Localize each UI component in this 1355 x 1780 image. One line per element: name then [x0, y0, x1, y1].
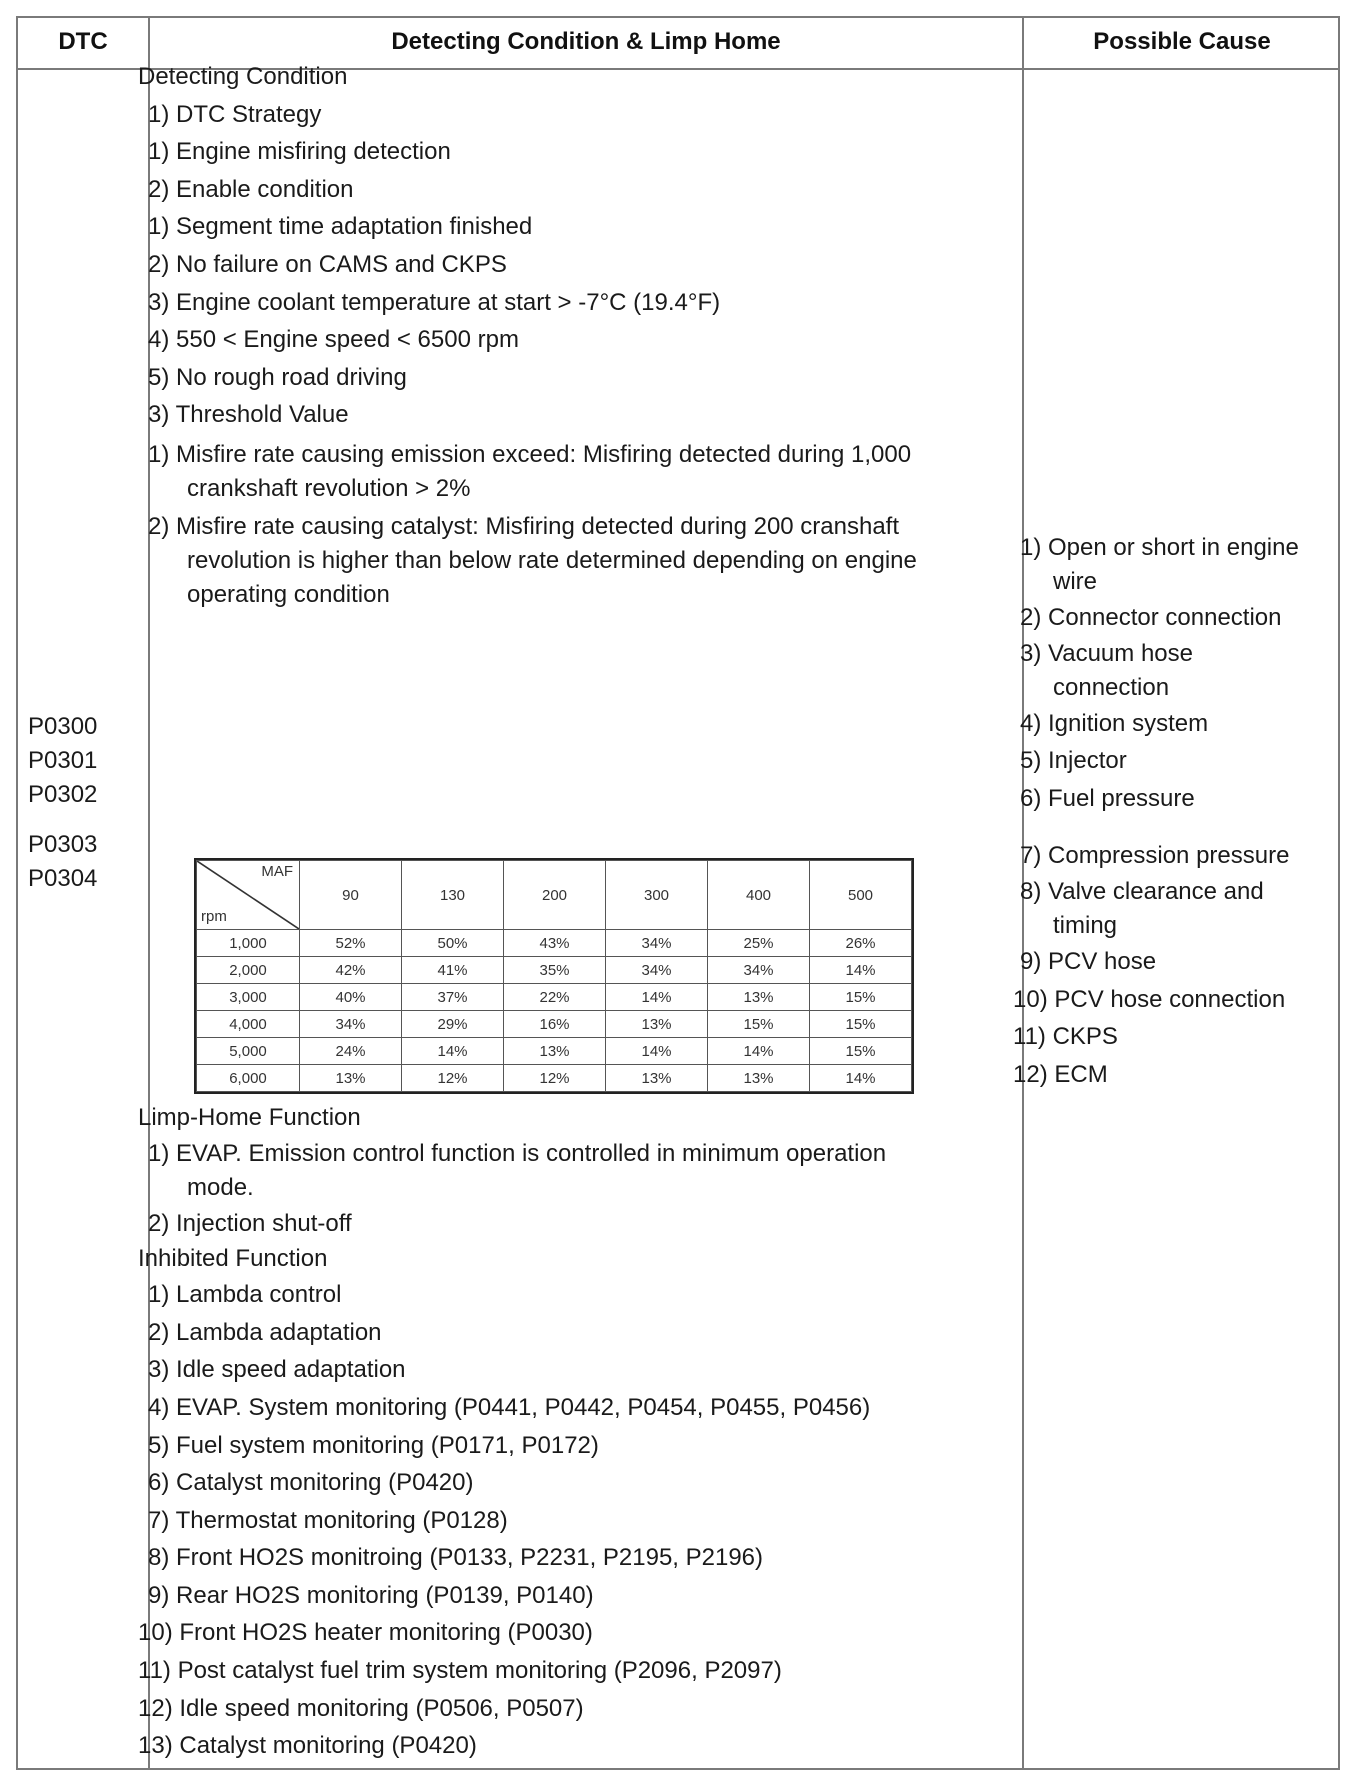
possible-cause-section	[1013, 531, 1325, 1093]
cause-item-continuation: timing	[1053, 911, 1118, 939]
rate-cell: 15%	[708, 1011, 810, 1038]
rate-cell: 34%	[300, 1011, 402, 1038]
rate-cell: 35%	[504, 957, 606, 984]
table-row	[197, 1038, 912, 1065]
dtc-code-list	[28, 710, 97, 896]
cause-item-continuation: connection	[1053, 673, 1170, 701]
cause-item: 6) Fuel pressure	[1020, 784, 1195, 812]
cause-item: 10) PCV hose connection	[1013, 985, 1286, 1013]
rate-cell: 13%	[708, 1065, 810, 1092]
list-item: 2) Lambda adaptation	[148, 1318, 382, 1346]
rpm-cell: 6,000	[197, 1065, 300, 1092]
rpm-cell: 5,000	[197, 1038, 300, 1065]
list-item: 13) Catalyst monitoring (P0420)	[138, 1732, 477, 1760]
list-item: 2) Injection shut-off	[148, 1209, 352, 1237]
list-item: 4) 550 < Engine speed < 6500 rpm	[148, 326, 519, 354]
rate-cell: 26%	[810, 930, 912, 957]
cause-item: 3) Vacuum hose	[1020, 639, 1193, 667]
header-detecting-condition: Detecting Condition & Limp Home	[391, 28, 781, 55]
list-item: 3) Engine coolant temperature at start > -7°C (19.4°F)	[148, 288, 721, 316]
cause-item: 1) Open or short in engine	[1020, 534, 1299, 561]
rate-cell: 14%	[810, 957, 912, 984]
rate-cell: 13%	[504, 1038, 606, 1065]
rpm-cell: 4,000	[197, 1011, 300, 1038]
rate-cell: 15%	[810, 1011, 912, 1038]
cause-item: 12) ECM	[1013, 1060, 1108, 1088]
list-item: 12) Idle speed monitoring (P0506, P0507)	[138, 1694, 584, 1722]
list-item: 8) Front HO2S monitroing (P0133, P2231, P2195, P2196)	[148, 1544, 764, 1572]
cause-item: 9) PCV hose	[1020, 947, 1157, 975]
section-title: Detecting Condition	[138, 63, 348, 90]
rpm-cell: 3,000	[197, 984, 300, 1011]
rate-cell: 40%	[300, 984, 402, 1011]
list-item: 6) Catalyst monitoring (P0420)	[148, 1469, 474, 1497]
list-item: 9) Rear HO2S monitoring (P0139, P0140)	[148, 1581, 594, 1609]
rate-cell: 14%	[402, 1038, 504, 1065]
cause-item: 11) CKPS	[1013, 1023, 1118, 1051]
dtc-code: P0300	[28, 713, 98, 740]
list-item: 1) Lambda control	[148, 1281, 342, 1309]
column-header: 500	[810, 861, 912, 930]
cause-item: 4) Ignition system	[1020, 709, 1209, 737]
rate-cell: 14%	[606, 984, 708, 1011]
rate-cell: 13%	[606, 1065, 708, 1092]
cause-item-continuation: wire	[1053, 568, 1098, 595]
column-header: 200	[504, 861, 606, 930]
rate-cell: 22%	[504, 984, 606, 1011]
dtc-code: P0302	[28, 781, 98, 808]
rate-cell: 34%	[606, 957, 708, 984]
list-item: 2) No failure on CAMS and CKPS	[148, 250, 507, 278]
rate-cell: 14%	[810, 1065, 912, 1092]
rate-cell: 43%	[504, 930, 606, 957]
cause-item: 7) Compression pressure	[1020, 842, 1290, 870]
list-item: 1) EVAP. Emission control function is controlled in minimum operation	[148, 1139, 887, 1167]
list-item: 2) Misfire rate causing catalyst: Misfiring detected during 200 cranshaft	[148, 512, 900, 540]
rate-cell: 13%	[708, 984, 810, 1011]
dtc-code: P0303	[28, 831, 98, 858]
cause-item: 8) Valve clearance and	[1020, 877, 1264, 905]
list-item-continuation: crankshaft revolution > 2%	[187, 474, 471, 502]
table-corner-cell	[197, 861, 300, 930]
list-item: 7) Thermostat monitoring (P0128)	[148, 1506, 508, 1534]
rate-cell: 15%	[810, 984, 912, 1011]
list-item: 5) Fuel system monitoring (P0171, P0172)	[148, 1431, 599, 1459]
list-item: 1) DTC Strategy	[148, 100, 322, 128]
list-item: 1) Engine misfiring detection	[148, 138, 451, 166]
rate-cell: 16%	[504, 1011, 606, 1038]
column-header: 130	[402, 861, 504, 930]
dtc-code: P0301	[28, 747, 98, 774]
header-possible-cause: Possible Cause	[1093, 28, 1271, 55]
rate-cell: 42%	[300, 957, 402, 984]
rate-cell: 41%	[402, 957, 504, 984]
list-item: 3) Threshold Value	[148, 401, 349, 429]
rate-cell: 13%	[606, 1011, 708, 1038]
cause-item: 5) Injector	[1020, 747, 1127, 775]
rpm-cell: 2,000	[197, 957, 300, 984]
rate-cell: 25%	[708, 930, 810, 957]
maf-axis-label: MAF	[261, 863, 293, 880]
section-title: Inhibited Function	[138, 1245, 328, 1273]
rate-cell: 14%	[606, 1038, 708, 1065]
rate-cell: 52%	[300, 930, 402, 957]
column-header: 300	[606, 861, 708, 930]
misfire-rate-table	[194, 858, 914, 1094]
header-dtc: DTC	[58, 28, 108, 55]
list-item-continuation: revolution is higher than below rate determined depending on engine	[187, 546, 917, 574]
rpm-cell: 1,000	[197, 930, 300, 957]
rate-cell: 37%	[402, 984, 504, 1011]
list-item: 1) Segment time adaptation finished	[148, 213, 533, 241]
list-item: 5) No rough road driving	[148, 363, 407, 391]
dtc-code: P0304	[28, 865, 98, 892]
table-row	[197, 957, 912, 984]
rate-cell: 34%	[708, 957, 810, 984]
rate-cell: 24%	[300, 1038, 402, 1065]
list-item: 4) EVAP. System monitoring (P0441, P0442, P0454, P0455, P0456)	[148, 1393, 871, 1421]
column-header: 400	[708, 861, 810, 930]
list-item: 10) Front HO2S heater monitoring (P0030)	[138, 1619, 593, 1647]
rate-cell: 12%	[402, 1065, 504, 1092]
list-item: 2) Enable condition	[148, 175, 354, 203]
table-row	[197, 984, 912, 1011]
list-item: 1) Misfire rate causing emission exceed: Misfiring detected during 1,000	[148, 440, 912, 468]
rpm-axis-label: rpm	[201, 908, 227, 925]
rate-cell: 34%	[606, 930, 708, 957]
cause-item: 2) Connector connection	[1020, 604, 1282, 631]
list-item: 3) Idle speed adaptation	[148, 1356, 406, 1384]
column-header: 90	[300, 861, 402, 930]
rate-cell: 13%	[300, 1065, 402, 1092]
rate-cell: 15%	[810, 1038, 912, 1065]
rate-cell: 12%	[504, 1065, 606, 1092]
rate-cell: 50%	[402, 930, 504, 957]
list-item-continuation: mode.	[187, 1173, 254, 1201]
section-title: Limp-Home Function	[138, 1103, 361, 1131]
list-item: 11) Post catalyst fuel trim system monitoring (P2096, P2097)	[138, 1657, 782, 1685]
list-item-continuation: operating condition	[187, 580, 390, 608]
table-row	[197, 930, 912, 957]
rate-cell: 29%	[402, 1011, 504, 1038]
table-row	[197, 1065, 912, 1092]
table-row	[197, 1011, 912, 1038]
rate-cell: 14%	[708, 1038, 810, 1065]
